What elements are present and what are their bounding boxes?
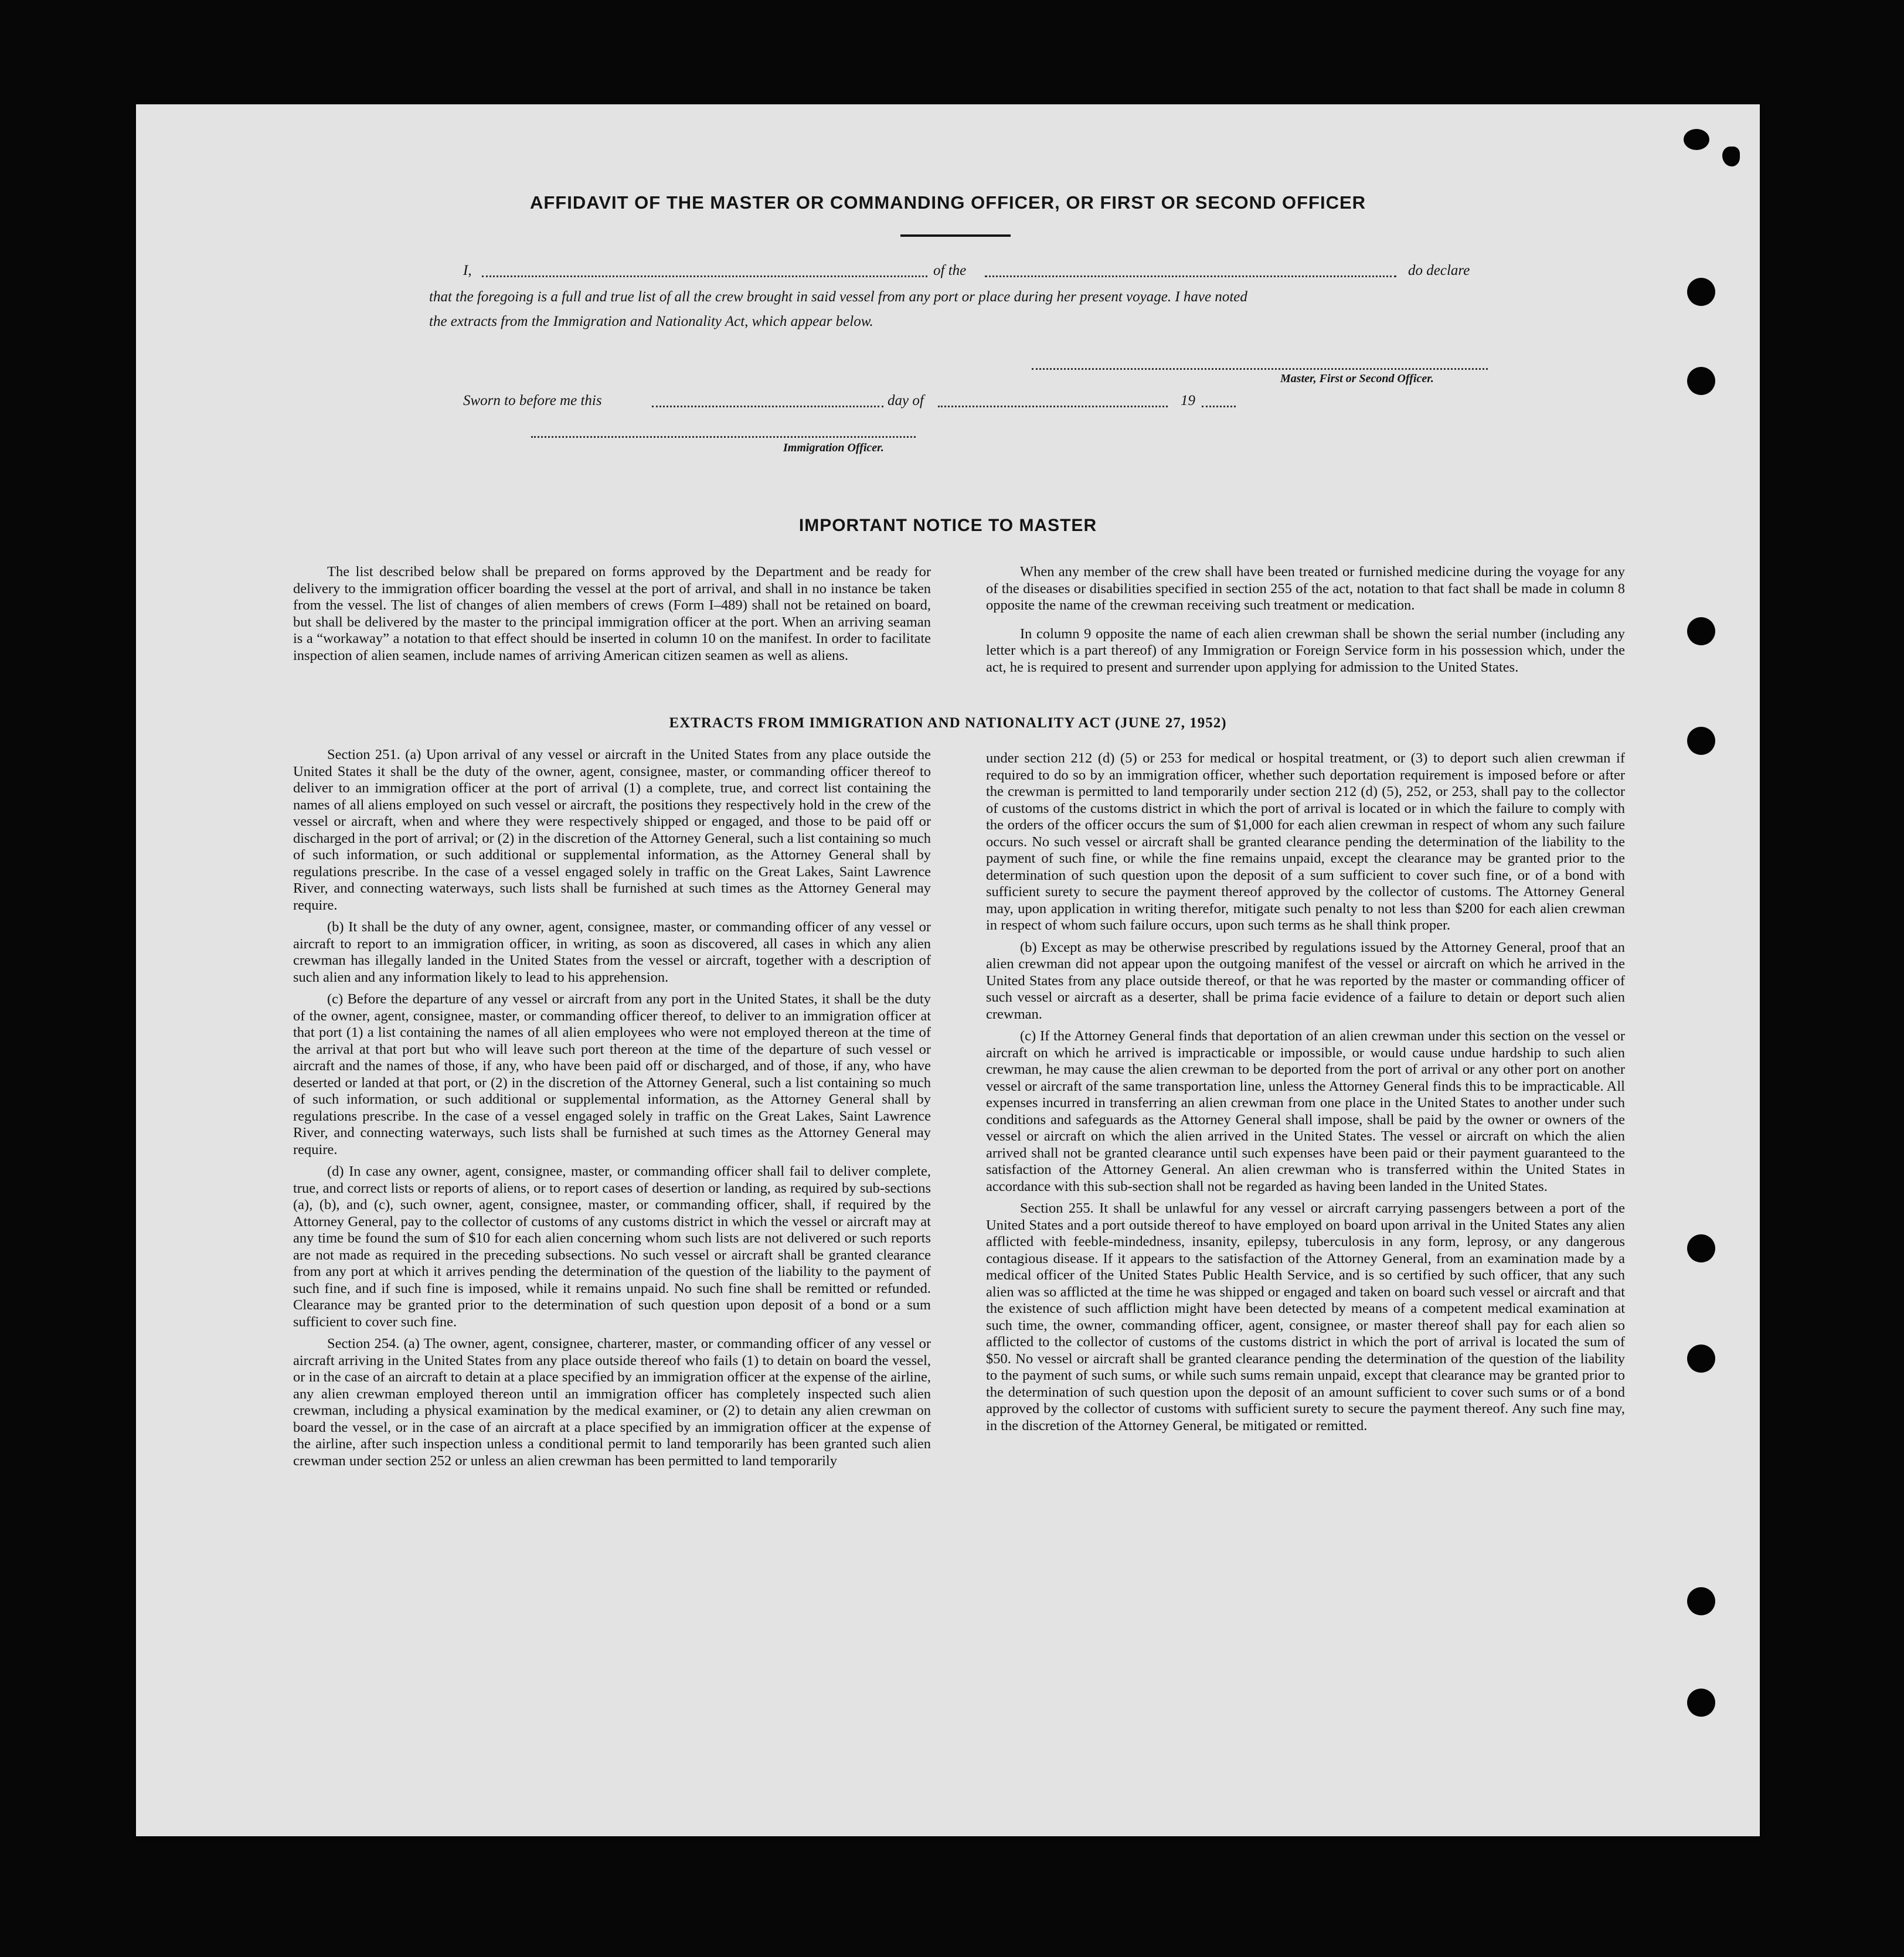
- ink-blot: [1722, 147, 1740, 166]
- section-251c: (c) Before the departure of any vessel or aircraft from any port in the United States, it shall be the duty of the owner, agent, consignee, master, or commanding officer thereof, to deliver to an immigration officer at that port (1) a list containing the names of all alien employees who were not employed thereon at the time of the arrival at that port but who will leave such port thereon at the time of the departure of such vessel or aircraft and the names of those, if any, who have been paid off or discharged, and of those, if any, who have deserted or landed at that port, or (2) in the discretion of the Attorney General, such a list containing so much of such information, or such additional or supplemental information, as the Attorney General shall by regulations prescribe. In the case of a vessel engaged solely in traffic on the Great Lakes, Saint Lawrence River, and connecting waterways, such lists shall be furnished at such times as the Attorney General may require.: [293, 991, 931, 1158]
- affidavit-statement-line: that the foregoing is a full and true list of all the crew brought in said vessel from any port or place during her present voyage. I have noted: [429, 289, 1247, 305]
- affidavit-statement-line: the extracts from the Immigration and Nationality Act, which appear below.: [429, 314, 873, 329]
- extracts-title: EXTRACTS FROM IMMIGRATION AND NATIONALITY ACT (JUNE 27, 1952): [669, 715, 1227, 731]
- binder-hole: [1687, 617, 1715, 645]
- section-251b: (b) It shall be the duty of any owner, agent, consignee, master, or commanding officer of any vessel or aircraft to report to an immigration officer, in writing, as soon as discovered, all cases in which any alien crewman has illegally landed in the United States from the vessel or aircraft, together with a description of such alien and any information likely to lead to his apprehension.: [293, 919, 931, 985]
- binder-hole: [1687, 1345, 1715, 1373]
- day-of-label: day of: [888, 393, 924, 409]
- officer-signature-label: Immigration Officer.: [783, 441, 884, 454]
- affidavit-title: AFFIDAVIT OF THE MASTER OR COMMANDING OFFICER, OR FIRST OR SECOND OFFICER: [529, 192, 1366, 213]
- extracts-right-column: [986, 750, 1625, 1434]
- section-254c: (c) If the Attorney General finds that deportation of an alien crewman under this section on the vessel or aircraft on which he arrived is impracticable or impossible, or would cause undue hardship to such alien crewman, he may cause the alien crewman to be deported from the port of arrival or any other port on another vessel or aircraft of the same transportation line, unless the Attorney General finds this to be impracticable. All expenses incurred in transferring an alien crewman from one place in the United States to another under such conditions and safeguards as the Attorney General shall impose, shall be paid by the owner or owners of the vessel or aircraft on which the alien arrived in the United States. The vessel or aircraft on which the alien arrived shall not be granted clearance until such expenses have been paid or their payment guaranteed to the satisfaction of the Attorney General. An alien crewman who is transferred within the United States in accordance with this sub-section shall not be regarded as having been landed in the United States.: [986, 1028, 1625, 1194]
- binder-hole: [1687, 1587, 1715, 1615]
- title-rule: [900, 234, 1011, 237]
- notice-paragraph: When any member of the crew shall have been treated or furnished medicine during the voyage for any of the diseases or disabilities specified in section 255 of the act, notation to that fact shall be made in column 8 opposite the name of the crewman receiving such treatment or medication.: [986, 564, 1625, 613]
- name-blank[interactable]: [482, 275, 927, 277]
- sworn-label: Sworn to before me this: [463, 393, 602, 409]
- section-254a-continued: under section 212 (d) (5) or 253 for medical or hospital treatment, or (3) to deport such alien crewman if required to do so by an immigration officer, whether such deportation requirement is imposed before or after the crewman is permitted to land temporarily under section 212 (d) (5), 252, or 253, shall pay to the collector of customs of the customs district in which the port of arrival is located or in which the failure to comply with the orders of the officer occurs the sum of $1,000 for each alien crewman in respect of whom any such failure occurs. No such vessel or aircraft shall be granted clearance pending the determination of the liability to the payment of such fine, or while the fine remains unpaid, except the clearance may be granted prior to the determination of such question upon the deposit of a sum sufficient to cover such fine, or of a bond with sufficient surety to secure the payment thereof approved by the collector of customs. The Attorney General may, upon application in writing therefor, mitigate such penalty to not less than $200 for each alien crewman in respect of whom such failure occurs, upon such terms as he shall think proper.: [986, 750, 1625, 933]
- sworn-year-blank[interactable]: [1202, 406, 1236, 407]
- notice-left-column: [293, 564, 931, 664]
- section-254b: (b) Except as may be otherwise prescribed by regulations issued by the Attorney General, proof that an alien crewman did not appear upon the outgoing manifest of the vessel or aircraft on which he arrived in the United States from any place outside thereof, or that he was reported by the master or commanding officer of such vessel or aircraft as a deserter, shall be prima facie evidence of a failure to detain or deport such alien crewman.: [986, 939, 1625, 1022]
- affidavit-declare-label: do declare: [1408, 263, 1470, 278]
- notice-paragraph: The list described below shall be prepared on forms approved by the Department and be ready for delivery to the immigration officer boarding the vessel at the port of arrival, and shall in no instance be taken from the vessel. The list of changes of alien members of crews (Form I–489) shall not be retained on board, but shall be delivered by the master to the principal immigration officer at the port. When an arriving seaman is a “workaway” a notation to that effect should be inserted in column 10 on the manifest. In order to facilitate inspection of alien seamen, include names of arriving American citizen seamen as well as aliens.: [293, 564, 931, 663]
- notice-paragraph: In column 9 opposite the name of each alien crewman shall be shown the serial number (including any letter which is a part thereof) of any Immigration or Foreign Service form in his possession which, under the act, he is required to present and surrender upon applying for admission to the United States.: [986, 625, 1625, 675]
- binder-hole: [1687, 1689, 1715, 1717]
- section-254a: Section 254. (a) The owner, agent, consignee, charterer, master, or commanding officer of any vessel or aircraft arriving in the United States from any place outside thereof who fails (1) to detain on board the vessel, or in the case of an aircraft to detain at a place specified by an immigration officer at the expense of the airline, any alien crewman employed thereon until an immigration officer has completely inspected such alien crewman, including a physical examination by the medical examiner, or (2) to detain any alien crewman on board the vessel, or in the case of an aircraft at a place specified by an immigration officer at the expense of the airline, after such inspection unless a conditional permit to land temporarily has been granted such alien crewman under section 252 or unless an alien crewman has been permitted to land temporarily: [293, 1336, 931, 1469]
- extracts-left-column: [293, 747, 931, 1469]
- binder-hole: [1687, 1234, 1715, 1262]
- section-251d: (d) In case any owner, agent, consignee, master, or commanding officer shall fail to deliver complete, true, and correct lists or reports of aliens, or to report cases of desertion or landing, as required by sub-sections (a), (b), and (c), such owner, agent, consignee, master, or commanding officer, shall, if required by the Attorney General, pay to the collector of customs of any customs district in which the vessel or aircraft may at any time be found the sum of $10 for each alien concerning whom such lists are not delivered or such reports are not made as required in the preceding subsections. No such vessel or aircraft shall be granted clearance from any port at which it arrives pending the determination of the question of the liability to the payment of such fine, and if such fine is imposed, while it remains unpaid. No such fine shall be remitted or refunded. Clearance may be granted prior to the determination of such question upon deposit of a bond or a sum sufficient to cover such fine.: [293, 1163, 931, 1330]
- year-label: 19: [1181, 393, 1195, 409]
- affidavit-i-label: I,: [463, 263, 472, 278]
- notice-title: IMPORTANT NOTICE TO MASTER: [798, 516, 1097, 535]
- sworn-day-blank[interactable]: [652, 406, 883, 407]
- binder-hole: [1687, 278, 1715, 306]
- master-signature-line[interactable]: [1032, 368, 1488, 370]
- section-255: Section 255. It shall be unlawful for any vessel or aircraft carrying passengers between a port of the United States and a port outside thereof to have employed on board upon arrival in the United States any alien afflicted with feeble-mindedness, insanity, epilepsy, tuberculosis in any form, leprosy, or any dangerous contagious disease. If it appears to the satisfaction of the Attorney General, from an examination made by a medical officer of the United States Public Health Service, and is so certified by such officer, that any such alien was so afflicted at the time he was shipped or engaged and taken on board such vessel or aircraft and that the existence of such affliction might have been detected by means of a competent medical examination at such time, the owner, commanding officer, agent, consignee, or master thereof shall pay for each alien so afflicted to the collector of customs of the customs district in which the port of arrival is located the sum of $50. No vessel or aircraft shall be granted clearance pending the determination of the question of the liability to the payment of such sums, or while such sums remain unpaid, except that clearance may be granted prior to the determination of such question upon the deposit of an amount sufficient to cover such sums or of a bond approved by the collector of customs with sufficient surety to secure the payment thereof. Any such fine may, in the discretion of the Attorney General, be mitigated or remitted.: [986, 1200, 1625, 1434]
- notice-right-column: [986, 564, 1625, 676]
- document-page: [136, 104, 1760, 1836]
- sworn-month-blank[interactable]: [938, 406, 1168, 407]
- section-251a: Section 251. (a) Upon arrival of any vessel or aircraft in the United States from any place outside the United States it shall be the duty of the owner, agent, consignee, master, or commanding officer thereof to deliver to an immigration officer at the port of arrival (1) a complete, true, and correct list containing the names of all aliens employed on such vessel or aircraft, the positions they respectively hold in the crew of the vessel or aircraft, when and where they were respectively shipped or engaged, and those to be paid off or discharged in the port of arrival; or (2) in the discretion of the Attorney General, such a list containing so much of such information, or such additional or supplemental information, as the Attorney General shall by regulations prescribe. In the case of a vessel engaged solely in traffic on the Great Lakes, Saint Lawrence River, and connecting waterways, such lists shall be furnished at such times as the Attorney General may require.: [293, 747, 931, 913]
- officer-signature-line[interactable]: [531, 436, 916, 438]
- binder-hole: [1687, 367, 1715, 395]
- vessel-blank[interactable]: [985, 275, 1396, 277]
- affidavit-of-label: of the: [933, 263, 967, 278]
- ink-blot: [1684, 129, 1709, 150]
- master-signature-label: Master, First or Second Officer.: [1280, 372, 1434, 385]
